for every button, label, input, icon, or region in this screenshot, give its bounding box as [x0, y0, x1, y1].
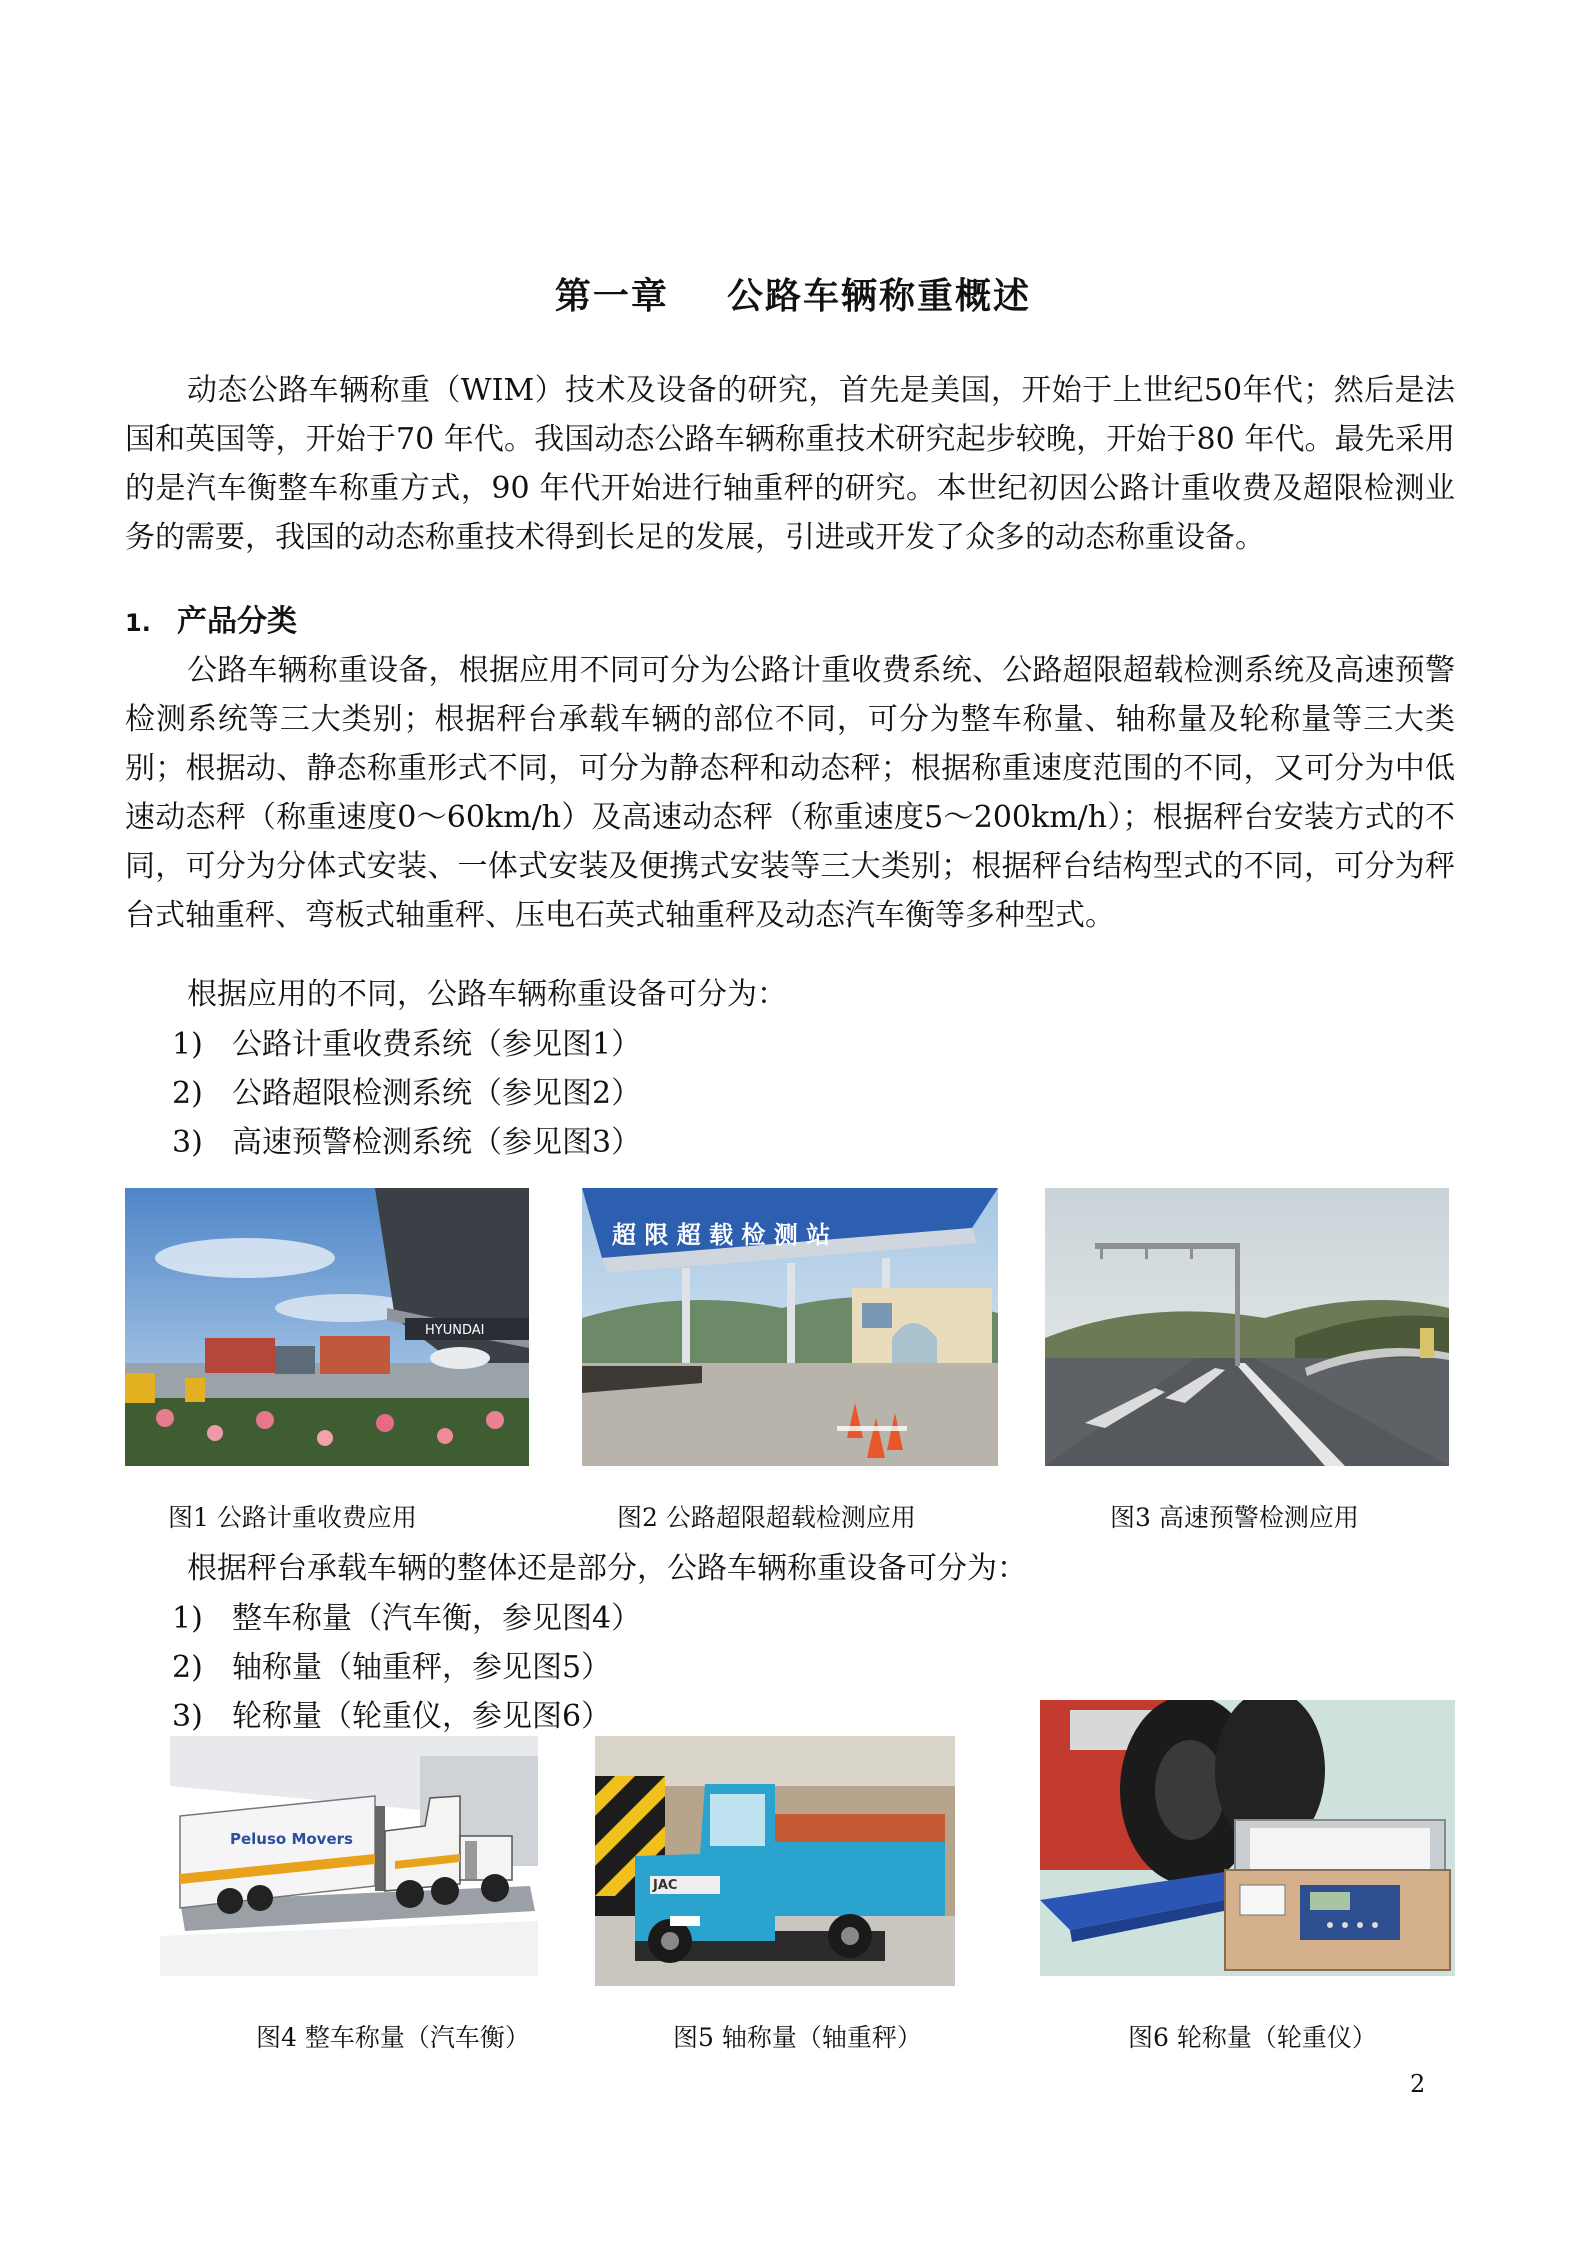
figure-2-overload-inspection	[582, 1188, 998, 1466]
fig1-sign-text: HYUNDAI	[425, 1323, 485, 1338]
section-title: 产品分类	[177, 604, 297, 639]
chapter-title: 第一章 公路车辆称重概述	[554, 276, 1032, 317]
section-number: 1.	[125, 609, 151, 637]
list-item: 2) 公路超限检测系统（参见图2）	[172, 1076, 642, 1111]
figure-1-caption: 图1 公路计重收费应用	[168, 1503, 417, 1532]
figure-3-highway-prewarning	[1045, 1188, 1449, 1466]
application-intro: 根据应用的不同，公路车辆称重设备可分为：	[187, 977, 787, 1012]
figure-5-caption: 图5 轴称量（轴重秤）	[673, 2023, 922, 2052]
figure-2-caption: 图2 公路超限超载检测应用	[617, 1503, 916, 1532]
list-item: 2) 轴称量（轴重秤，参见图5）	[172, 1650, 612, 1685]
fig2-sign-text: 超 限 超 载 检 测 站	[612, 1221, 831, 1249]
list-item: 3) 高速预警检测系统（参见图3）	[172, 1125, 642, 1160]
section-heading	[125, 596, 297, 640]
figure-1-toll-weighing	[125, 1188, 529, 1466]
figure-3-caption: 图3 高速预警检测应用	[1110, 1503, 1359, 1532]
figure-4-caption: 图4 整车称量（汽车衡）	[256, 2023, 530, 2052]
fig5-brand-text: JAC	[653, 1878, 678, 1893]
figure-5-axle-scale	[595, 1736, 955, 1986]
figure-4-truck-scale	[160, 1736, 538, 1976]
list-item: 3) 轮称量（轮重仪，参见图6）	[172, 1699, 612, 1734]
list-item: 1) 整车称量（汽车衡，参见图4）	[172, 1601, 642, 1636]
figure-6-caption: 图6 轮称量（轮重仪）	[1128, 2023, 1377, 2052]
figure-6-wheel-weigher	[1040, 1700, 1455, 1976]
intro-paragraph: 动态公路车辆称重（WIM）技术及设备的研究，首先是美国，开始于上世纪50年代；然后是法国和英国等，开始于70 年代。我国动态公路车辆称重技术研究起步较晚，开始于80 年代。最先采用的是汽车衡整车称重方式，90 年代开始进行轴重秤的研究。本世纪初因公路计重收费及超限检测业务的需要，我国的动态称重技术得到长足的发展，引进或开发了众多的动态称重设备。	[125, 373, 1455, 555]
fig4-trailer-text: Peluso Movers	[230, 1830, 353, 1848]
page-number: 2	[1410, 2070, 1426, 2098]
classification-paragraph: 公路车辆称重设备，根据应用不同可分为公路计重收费系统、公路超限超载检测系统及高速预警检测系统等三大类别；根据秤台承载车辆的部位不同，可分为整车称量、轴称量及轮称量等三大类别；根据动、静态称重形式不同，可分为静态秤和动态秤；根据称重速度范围的不同，又可分为中低速动态秤（称重速度0～60km/h）及高速动态秤（称重速度5～200km/h）；根据秤台安装方式的不同，可分为分体式安装、一体式安装及便携式安装等三大类别；根据秤台结构型式的不同，可分为秤台式轴重秤、弯板式轴重秤、压电石英式轴重秤及动态汽车衡等多种型式。	[125, 653, 1455, 933]
list-item: 1) 公路计重收费系统（参见图1）	[172, 1027, 642, 1062]
platform-intro: 根据秤台承载车辆的整体还是部分，公路车辆称重设备可分为：	[187, 1551, 1027, 1586]
application-list	[172, 1020, 641, 1167]
platform-list	[172, 1594, 641, 1741]
